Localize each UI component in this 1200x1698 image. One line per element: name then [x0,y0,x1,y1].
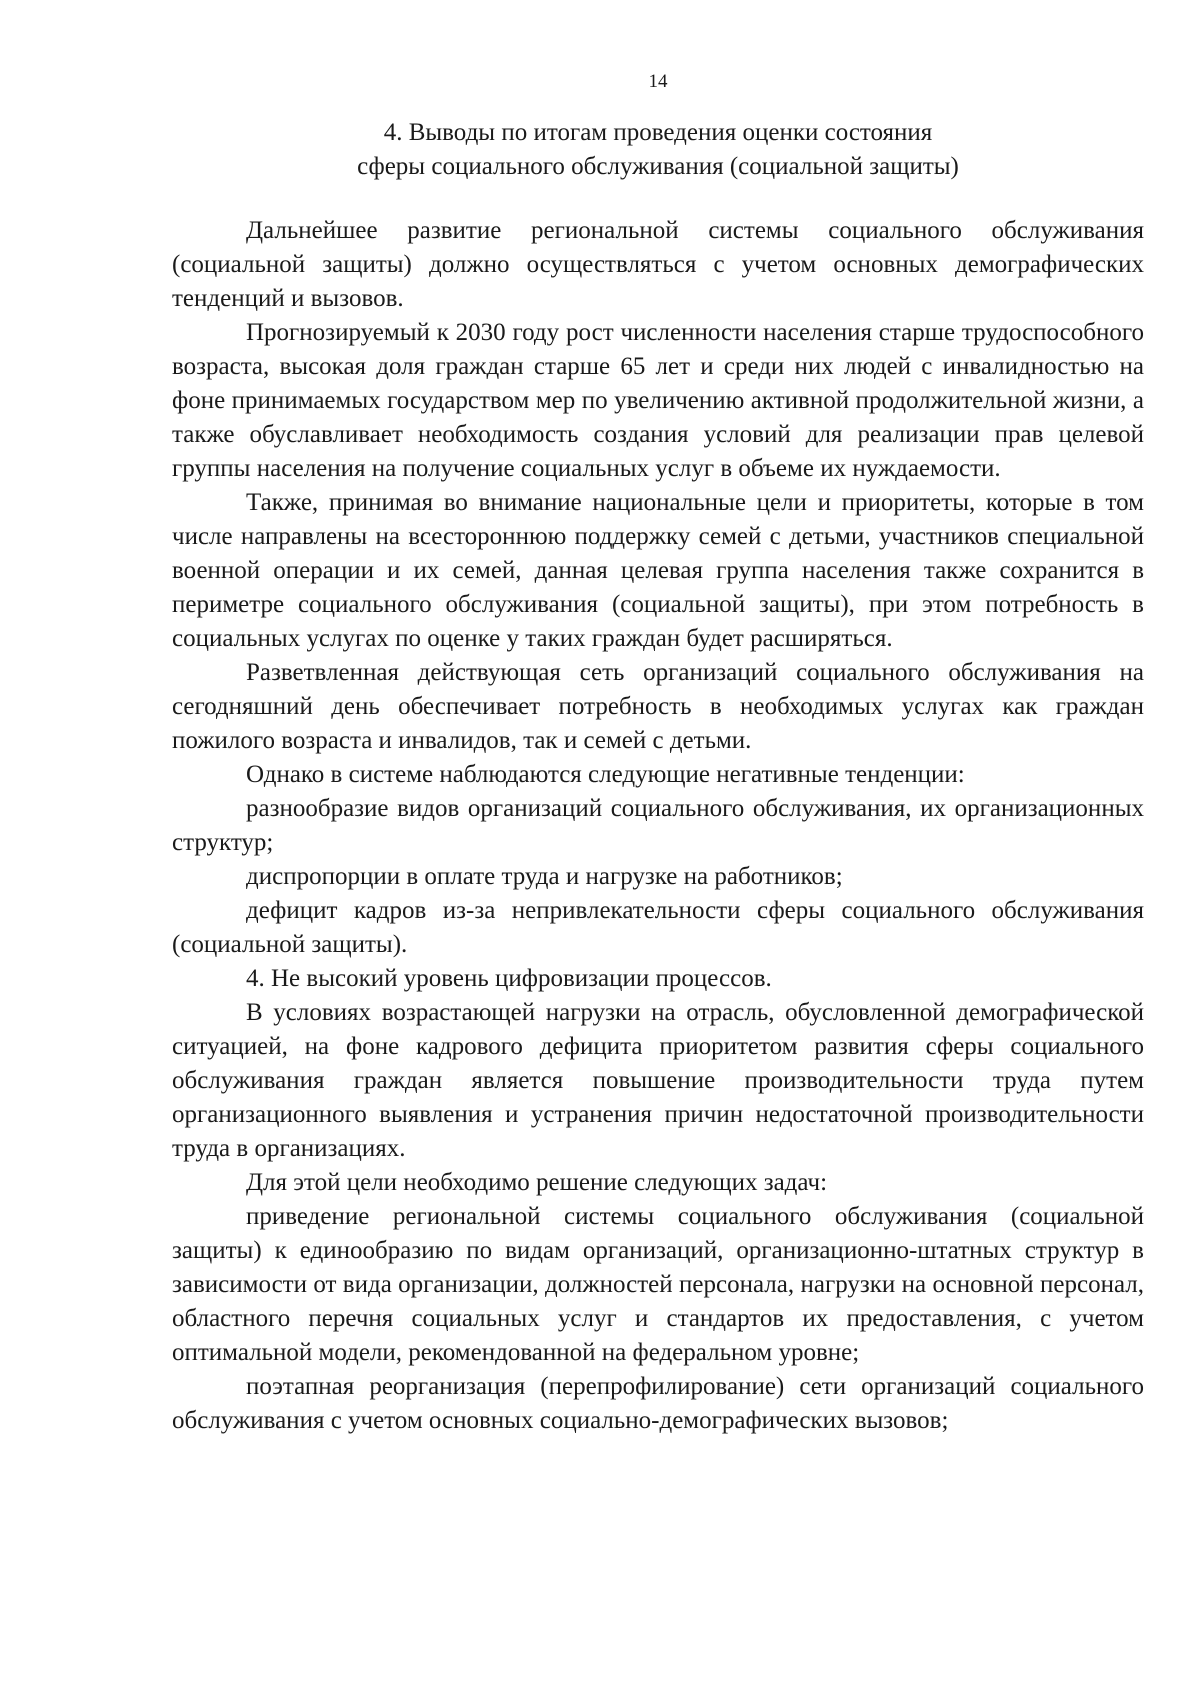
paragraph: Однако в системе наблюдаются следующие негативные тенденции: [246,761,965,788]
paragraph: Дальнейшее развитие региональной системы социального обслуживания (социальной защиты) должно осуществляться с учетом основных демографических тенденций и вызовов. [172,217,1144,312]
paragraph: Для этой цели необходимо решение следующих задач: [246,1169,828,1196]
list-item: поэтапная реорганизация (перепрофилирование) сети организаций социального обслуживания с учетом основных социально-демографических вызовов; [172,1373,1144,1434]
section-heading-line-1: 4. Выводы по итогам проведения оценки состояния [383,119,933,146]
section-heading-line-2: сферы социального обслуживания (социальной защиты) [357,153,959,180]
body-text [172,214,1144,1438]
list-item: приведение региональной системы социального обслуживания (социальной защиты) к единообразию по видам организаций, организационно-штатных структур в зависимости от вида организации, должностей персонала, нагрузки на основной персонал, областного перечня социальных услуг и стандартов их предоставления, с учетом оптимальной модели, рекомендованной на федеральном уровне; [172,1203,1144,1366]
paragraph: 4. Не высокий уровень цифровизации процессов. [246,965,772,992]
page-number: 14 [648,71,668,92]
list-item: диспропорции в оплате труда и нагрузке на работников; [246,863,843,890]
paragraph: Также, принимая во внимание национальные цели и приоритеты, которые в том числе направлены на всестороннюю поддержку семей с детьми, участников специальной военной операции и их семей, данная целевая группа населения также сохранится в периметре социального обслуживания (социальной защиты), при этом потребность в социальных услугах по оценке у таких граждан будет расширяться. [172,489,1144,652]
list-item: разнообразие видов организаций социального обслуживания, их организационных структур; [172,795,1144,856]
paragraph: Разветвленная действующая сеть организаций социального обслуживания на сегодняшний день обеспечивает потребность в необходимых услугах как граждан пожилого возраста и инвалидов, так и семей с детьми. [172,659,1144,754]
paragraph: В условиях возрастающей нагрузки на отрасль, обусловленной демографической ситуацией, на фоне кадрового дефицита приоритетом развития сферы социального обслуживания граждан является повышение производительности труда путем организационного выявления и устранения причин недостаточной производительности труда в организациях. [172,999,1144,1162]
section-heading [0,116,1200,184]
list-item: дефицит кадров из-за непривлекательности сферы социального обслуживания (социальной защиты). [172,897,1144,958]
paragraph: Прогнозируемый к 2030 году рост численности населения старше трудоспособного возраста, высокая доля граждан старше 65 лет и среди них людей с инвалидностью на фоне принимаемых государством мер по увеличению активной продолжительной жизни, а также обуславливает необходимость создания условий для реализации прав целевой группы населения на получение социальных услуг в объеме их нуждаемости. [172,319,1144,482]
